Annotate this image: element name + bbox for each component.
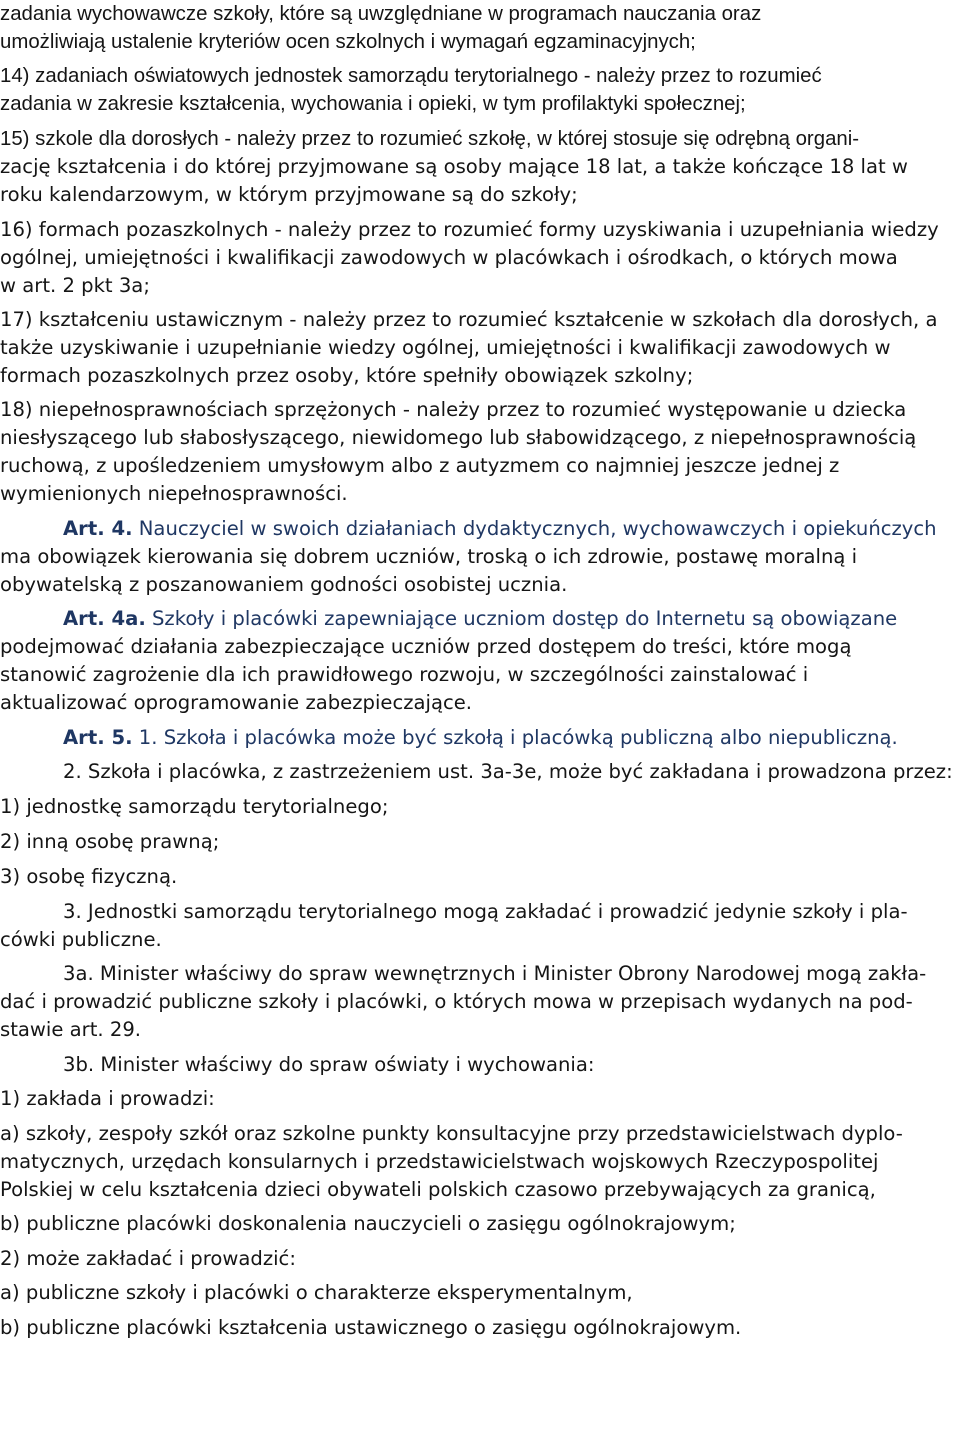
text-line (0, 336, 890, 360)
line-text: roku kalendarzowym, w którym przyjmowane są do szkoły; (0, 183, 578, 206)
line-text: 3a. Minister właściwy do spraw wewnętrznych i Minister Obrony Narodowej mogą zakła- (63, 962, 927, 985)
text-line (0, 663, 808, 687)
text-line (63, 726, 898, 750)
text-line (0, 928, 162, 952)
text-line (0, 246, 898, 270)
text-line (0, 1247, 296, 1271)
text-line (0, 308, 938, 332)
line-text: Szkoły i placówki zapewniające uczniom dostęp do Internetu są obowiązane (145, 607, 898, 630)
article-number: Art. 5. (63, 726, 133, 749)
line-text: zację kształcenia i do której przyjmowane są osoby mające 18 lat, a także kończące 18 lat w (0, 155, 908, 178)
text-line (63, 1053, 594, 1077)
line-text: 1) jednostkę samorządu terytorialnego; (0, 795, 389, 818)
line-text: 2. Szkoła i placówka, z zastrzeżeniem ust. 3a-3e, może być zakładana i prowadzona przez: (63, 760, 953, 783)
text-line (63, 607, 897, 631)
text-line (0, 573, 567, 597)
text-line (0, 274, 150, 298)
line-text: 1) zakłada i prowadzi: (0, 1087, 215, 1110)
line-text: aktualizować oprogramowanie zabezpieczające. (0, 691, 473, 714)
line-text: 3. Jednostki samorządu terytorialnego mogą zakładać i prowadzić jedynie szkoły i pla- (63, 900, 908, 923)
line-text: a) szkoły, zespoły szkół oraz szkolne punkty konsultacyjne przy przedstawicielstwach dyplo- (0, 1122, 903, 1145)
text-line (63, 962, 926, 986)
text-line (0, 364, 693, 388)
line-text: 15) szkole dla dorosłych - należy przez to rozumieć szkołę, w której stosuje się odrębną organi- (0, 128, 860, 150)
line-text: 1. Szkoła i placówka może być szkołą i placówką publiczną albo niepubliczną. (132, 726, 898, 749)
text-line (0, 92, 746, 116)
line-text: stanowić zagrożenie dla ich prawidłowego rozwoju, w szczególności zainstalować i (0, 663, 809, 686)
text-line (0, 218, 939, 242)
line-text: w art. 2 pkt 3a; (0, 274, 150, 297)
text-line (0, 482, 348, 506)
text-line (0, 1212, 736, 1236)
text-line (0, 1018, 141, 1042)
text-line (0, 1178, 876, 1202)
text-line (0, 30, 696, 54)
text-line (0, 454, 839, 478)
text-line (0, 155, 908, 179)
line-text: ruchową, z upośledzeniem umysłowym albo z autyzmem co najmniej jeszcze jednej z (0, 454, 840, 477)
text-line (63, 900, 908, 924)
text-line (0, 64, 822, 88)
text-line (63, 760, 953, 784)
line-text: podejmować działania zabezpieczające uczniów przed dostępem do treści, które mogą (0, 635, 852, 658)
article-number: Art. 4a. (63, 607, 146, 630)
line-text: 2) inną osobę prawną; (0, 830, 220, 853)
text-line (0, 635, 852, 659)
line-text: 17) kształceniu ustawicznym - należy przez to rozumieć kształcenie w szkołach dla dorosłych, a (0, 308, 938, 331)
line-text: b) publiczne placówki kształcenia ustawicznego o zasięgu ogólnokrajowym. (0, 1316, 742, 1339)
line-text: matycznych, urzędach konsularnych i przedstawicielstwach wojskowych Rzeczypospolitej (0, 1150, 879, 1173)
line-text: b) publiczne placówki doskonalenia nauczycieli o zasięgu ogólnokrajowym; (0, 1212, 736, 1235)
line-text: 14) zadaniach oświatowych jednostek samorządu terytorialnego - należy przez to rozumieć (0, 65, 822, 87)
text-line (0, 865, 177, 889)
text-line (0, 691, 472, 715)
line-text: ma obowiązek kierowania się dobrem uczniów, troską o ich zdrowie, postawę moralną i (0, 545, 858, 568)
text-line (0, 426, 916, 450)
line-text: 2) może zakładać i prowadzić: (0, 1247, 296, 1270)
line-text: Polskiej w celu kształcenia dzieci obywateli polskich czasowo przebywających za granicą, (0, 1178, 876, 1201)
text-line (0, 1316, 741, 1340)
line-text: dać i prowadzić publiczne szkoły i placówki, o których mowa w przepisach wydanych na pod- (0, 990, 913, 1013)
line-text: 16) formach pozaszkolnych - należy przez to rozumieć formy uzyskiwania i uzupełniania wiedzy (0, 218, 939, 241)
article-number: Art. 4. (63, 517, 133, 540)
text-line (0, 183, 578, 207)
line-text: formach pozaszkolnych przez osoby, które spełniły obowiązek szkolny; (0, 364, 694, 387)
line-text: zadania w zakresie kształcenia, wychowania i opieki, w tym profilaktyki społecznej; (0, 93, 746, 115)
text-line (0, 1122, 903, 1146)
line-text: stawie art. 29. (0, 1018, 142, 1041)
text-line (0, 398, 906, 422)
line-text: obywatelską z poszanowaniem godności osobistej ucznia. (0, 573, 568, 596)
line-text: Nauczyciel w swoich działaniach dydaktycznych, wychowawczych i opiekuńczych (132, 517, 937, 540)
text-line (0, 1150, 879, 1174)
text-line (0, 545, 857, 569)
text-line (0, 795, 388, 819)
line-text: 3) osobę fizyczną. (0, 865, 178, 888)
text-line (63, 517, 937, 541)
text-line (0, 1281, 633, 1305)
text-line (0, 127, 859, 151)
line-text: wymienionych niepełnosprawności. (0, 482, 348, 505)
line-text: także uzyskiwanie i uzupełnianie wiedzy ogólnej, umiejętności i kwalifikacji zawodowych w (0, 336, 891, 359)
line-text: 18) niepełnosprawnościach sprzężonych - należy przez to rozumieć występowanie u dziecka (0, 398, 907, 421)
line-text: umożliwiają ustalenie kryteriów ocen szkolnych i wymagań egzaminacyjnych; (0, 31, 696, 53)
line-text: cówki publiczne. (0, 928, 162, 951)
text-line (0, 990, 913, 1014)
line-text: niesłyszącego lub słabosłyszącego, niewidomego lub słabowidzącego, z niepełnosprawnością (0, 426, 917, 449)
text-line (0, 830, 219, 854)
line-text: 3b. Minister właściwy do spraw oświaty i wychowania: (63, 1053, 595, 1076)
text-line (0, 2, 761, 26)
line-text: ogólnej, umiejętności i kwalifikacji zawodowych w placówkach i ośrodkach, o których mowa (0, 246, 898, 269)
line-text: a) publiczne szkoły i placówki o charakterze eksperymentalnym, (0, 1281, 633, 1304)
text-line (0, 1087, 215, 1111)
line-text: zadania wychowawcze szkoły, które są uwzględniane w programach nauczania oraz (0, 3, 762, 25)
